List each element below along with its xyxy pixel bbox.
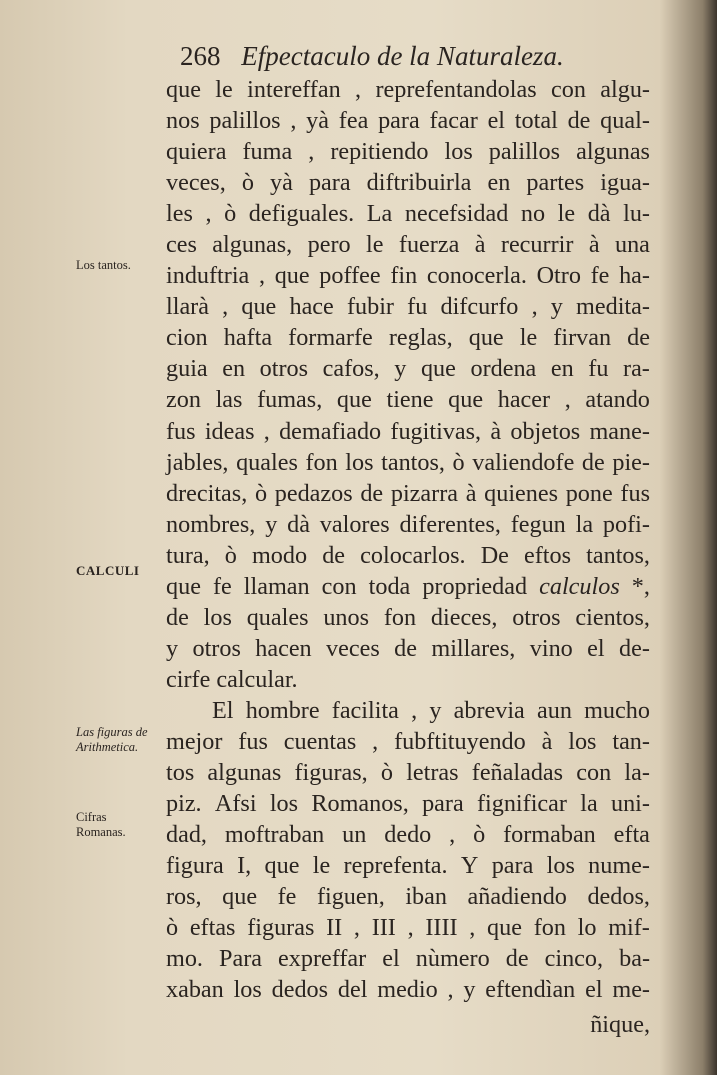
text-line: ces algunas, pero le fuerza à recurrir à una (166, 231, 650, 259)
text-line: cion hafta formarfe reglas, que le firvan de (166, 324, 650, 352)
text-line: ros, que fe figuen, iban añadiendo dedos, (166, 883, 650, 911)
text-line: guia en otros cafos, y que ordena en fu ra- (166, 355, 650, 383)
text-line: nos palillos , yà fea para facar el total de qual- (166, 107, 650, 135)
margin-note-figuras: Las figuras de Arithmetica. (76, 725, 148, 754)
body-text (166, 74, 650, 1040)
text-line: ò eftas figuras II , III , IIII , que fon lo mif- (166, 914, 650, 942)
text-line: jables, quales fon los tantos, ò valiendofe de pie- (166, 448, 650, 476)
text-line: induftria , que poffee fin conocerla. Otro fe ha- (166, 262, 650, 290)
text-line: quiera fuma , repitiendo los palillos algunas (166, 138, 650, 166)
text-line: y otros hacen veces de millares, vino el de- (166, 634, 650, 662)
text-line: piz. Afsi los Romanos, para fignificar la uni- (166, 790, 650, 818)
text-line: les , ò defiguales. La necefsidad no le dà lu- (166, 200, 650, 228)
text-line: El hombre facilita , y abrevia aun mucho (212, 696, 650, 724)
running-title: Efpectaculo de la Naturaleza. (241, 41, 564, 71)
text-line: zon las fumas, que tiene que hacer , atando (166, 386, 650, 414)
text-line: tura, ò modo de colocarlos. De eftos tantos, (166, 541, 650, 569)
margin-note-cifras: Cifras Romanas. (76, 810, 126, 839)
text-line: mo. Para expreffar el nùmero de cinco, ba- (166, 945, 650, 973)
text-line: figura I, que le reprefenta. Y para los nume- (166, 852, 650, 880)
text-line: nombres, y dà valores diferentes, fegun la pofi- (166, 510, 650, 538)
text-line: dad, moftraban un dedo , ò formaban efta (166, 821, 650, 849)
text-line: tos algunas figuras, ò letras feñaladas con la- (166, 759, 650, 787)
text-line: cirfe calcular. (166, 665, 298, 693)
margin-note-calculi: CALCULI (76, 563, 140, 578)
text-line: fus ideas , demafiado fugitivas, à objetos mane- (166, 417, 650, 445)
text-line: mejor fus cuentas , fubftituyendo à los tan- (166, 727, 650, 755)
catchword: ñique, (590, 1011, 650, 1039)
text-line: que le intereffan , reprefentandolas con algu- (166, 76, 650, 103)
page-header (180, 38, 650, 74)
text-line: veces, ò yà para diftribuirla en partes igua- (166, 169, 650, 197)
margin-note-tantos: Los tantos. (76, 258, 131, 272)
text-line: de los quales unos fon dieces, otros cientos, (166, 603, 650, 631)
page-number: 268 (180, 41, 221, 71)
text-line: que fe llaman con toda propriedad calculos *, (166, 572, 650, 600)
text-line: drecitas, ò pedazos de pizarra à quienes pone fus (166, 479, 650, 507)
text-line: llarà , que hace fubir fu difcurfo , y medita- (166, 293, 650, 321)
text-line: xaban los dedos del medio , y eftendìan el me- (166, 976, 650, 1004)
